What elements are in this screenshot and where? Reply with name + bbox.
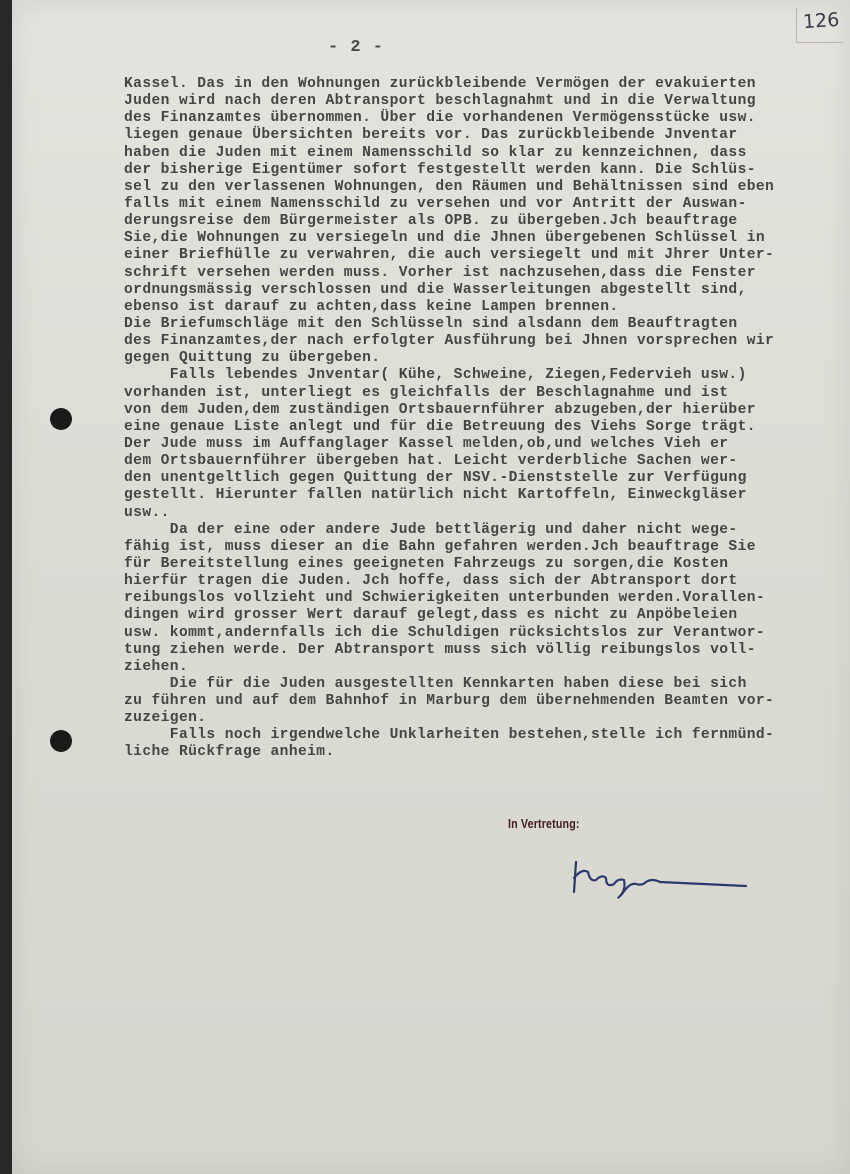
text-line: den unentgeltlich gegen Quittung der NSV.-Dienststelle zur Verfügung <box>124 470 747 487</box>
text-line: liegen genaue Übersichten bereits vor. Das zurückbleibende Jnventar <box>124 127 738 144</box>
text-line: reibungslos vollzieht und Schwierigkeiten unterbunden werden.Vorallen- <box>124 590 766 607</box>
text-line: ordnungsmässig verschlossen und die Wasserleitungen abgestellt sind, <box>124 281 747 298</box>
text-line: der bisherige Eigentümer sofort festgestellt werden kann. Die Schlüs- <box>124 161 756 178</box>
text-line: dem Ortsbauernführer übergeben hat. Leicht verderbliche Sachen wer- <box>124 453 738 470</box>
text-line: Falls lebendes Jnventar( Kühe, Schweine, Ziegen,Federvieh usw.) <box>124 367 747 384</box>
signature-stamp: In Vertretung: <box>508 816 580 831</box>
typed-letter-body <box>124 76 774 762</box>
text-line: falls mit einem Namensschild zu versehen und vor Antritt der Auswan- <box>124 195 747 212</box>
punch-hole-lower <box>50 730 72 752</box>
text-line: ziehen. <box>124 658 189 675</box>
text-line: Die Briefumschläge mit den Schlüsseln sind alsdann dem Beauftragten <box>124 315 738 332</box>
text-line: des Finanzamtes,der nach erfolgter Ausführung bei Jhnen vorsprechen wir <box>124 333 775 350</box>
text-line: usw. kommt,andernfalls ich die Schuldigen rücksichtslos zur Verantwor- <box>124 624 766 641</box>
text-line: ebenso ist darauf zu achten,dass keine Lampen brennen. <box>124 298 619 315</box>
text-line: tung ziehen werde. Der Abtransport muss sich völlig reibungslos voll- <box>124 641 756 658</box>
text-line: Die für die Juden ausgestellten Kennkarten haben diese bei sich <box>124 675 747 692</box>
text-line: usw.. <box>124 504 170 521</box>
text-line: gegen Quittung zu übergeben. <box>124 350 381 367</box>
text-line: eine genaue Liste anlegt und für die Betreuung des Viehs Sorge trägt. <box>124 418 756 435</box>
text-line: für Bereitstellung eines geeigneten Fahrzeugs zu sorgen,die Kosten <box>124 555 729 572</box>
text-line: von dem Juden,dem zuständigen Ortsbauernführer abzugeben,der hierüber <box>124 401 756 418</box>
document-page <box>12 0 850 1174</box>
text-line: Juden wird nach deren Abtransport beschlagnahmt und in die Verwaltung <box>124 93 756 110</box>
text-line: Der Jude muss im Auffanglager Kassel melden,ob,und welches Vieh er <box>124 435 729 452</box>
text-line: Da der eine oder andere Jude bettlägerig und daher nicht wege- <box>124 521 738 538</box>
page-number: - 2 - <box>328 38 385 57</box>
text-line: haben die Juden mit einem Namensschild so klar zu kennzeichnen, dass <box>124 144 747 161</box>
text-line: liche Rückfrage anheim. <box>124 744 335 761</box>
handwritten-signature <box>560 848 760 908</box>
text-line: Kassel. Das in den Wohnungen zurückbleibende Vermögen der evakuierten <box>124 76 756 92</box>
text-line: sel zu den verlassenen Wohnungen, den Räumen und Behältnissen sind eben <box>124 178 775 195</box>
text-line: des Finanzamtes übernommen. Über die vorhandenen Vermögensstücke usw. <box>124 110 756 127</box>
folio-box <box>796 8 843 43</box>
punch-hole-upper <box>50 408 72 430</box>
folio-number: 126 <box>802 8 840 34</box>
text-line: schrift versehen werden muss. Vorher ist nachzusehen,dass die Fenster <box>124 264 756 281</box>
text-line: einer Briefhülle zu verwahren, die auch versiegelt und mit Jhrer Unter- <box>124 247 775 264</box>
text-line: gestellt. Hierunter fallen natürlich nicht Kartoffeln, Einweckgläser <box>124 487 747 504</box>
text-line: fähig ist, muss dieser an die Bahn gefahren werden.Jch beauftrage Sie <box>124 538 756 555</box>
text-line: vorhanden ist, unterliegt es gleichfalls der Beschlagnahme und ist <box>124 384 729 401</box>
text-line: Sie,die Wohnungen zu versiegeln und die Jhnen übergebenen Schlüssel in <box>124 230 766 247</box>
text-line: hierfür tragen die Juden. Jch hoffe, dass sich der Abtransport dort <box>124 573 738 590</box>
text-line: derungsreise dem Bürgermeister als OPB. zu übergeben.Jch beauftrage <box>124 213 738 230</box>
text-line: zu führen und auf dem Bahnhof in Marburg dem übernehmenden Beamten vor- <box>124 693 775 710</box>
text-line: zuzeigen. <box>124 710 207 727</box>
text-line: dingen wird grosser Wert darauf gelegt,dass es nicht zu Anpöbeleien <box>124 607 738 624</box>
text-line: Falls noch irgendwelche Unklarheiten bestehen,stelle ich fernmünd- <box>124 727 775 744</box>
